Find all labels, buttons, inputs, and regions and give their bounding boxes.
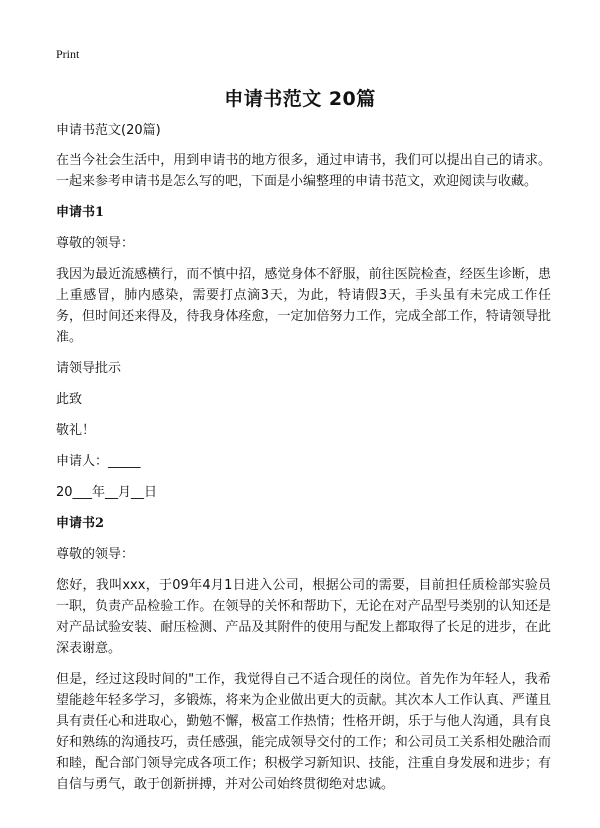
section-2-greeting: 尊敬的领导： [56, 547, 135, 562]
section-2-heading: 申请书2 [56, 516, 105, 531]
section-1-applicant: 申请人：_____ [56, 454, 141, 469]
section-1-greeting: 尊敬的领导： [56, 236, 135, 251]
intro-paragraph: 在当今社会生活中，用到申请书的地方很多，通过申请书，我们可以提出自己的请求。一起来参考申请书是怎么写的吧，下面是小编整理的申请书范文，欢迎阅读与收藏。 [56, 153, 551, 189]
section-1-body: 我因为最近流感横行，而不慎中招，感觉身体不舒服，前往医院检查，经医生诊断，患上重感冒，肺内感染，需要打点滴3天，为此，特请假3天，手头虽有未完成工作任务，但时间还来得及，待我身体痊愈，一定加倍努力工作，完成全部工作，特请领导批准。 [56, 267, 551, 345]
section-1-heading: 申请书1 [56, 205, 105, 220]
section-2-paragraph-2: 但是，经过这段时间的"工作，我觉得自己不适合现任的岗位。首先作为年轻人，我希望能趁年轻多学习，多锻炼，将来为企业做出更大的贡献。其次本人工作认真、严谨且具有责任心和进取心，勤勉不懈，极富工作热情；性格开朗，乐于与他人沟通，具有良好和熟练的沟通技巧，责任感强，能完成领导交付的工作；和公司员工关系相处融洽而和睦，配合部门领导完成各项工作；积极学习新知识、技能，注重自身发展和进步；有自信与勇气，敢于创新拼搏，并对公司始终贯彻绝对忠诚。 [56, 672, 551, 792]
page-title: 申请书范文 20篇 [224, 88, 376, 110]
section-1-closing-1: 此致 [56, 392, 83, 407]
document-subtitle: 申请书范文(20篇) [56, 123, 161, 138]
print-link[interactable]: Print [56, 47, 80, 61]
section-1-date: 20___年__月__日 [56, 485, 158, 500]
section-1-approval: 请领导批示 [56, 361, 122, 376]
document-body [56, 120, 551, 805]
section-2-paragraph-1: 您好，我叫xxx，于09年4月1日进入公司，根据公司的需要，目前担任质检部实验员一职，负责产品检验工作。在领导的关怀和帮助下，无论在对产品型号类别的认知还是对产品试验安装、耐压检测、产品及其附件的使用与配发上都取得了长足的进步，在此深表谢意。 [56, 578, 551, 656]
section-1-closing-2: 敬礼！ [56, 423, 96, 438]
